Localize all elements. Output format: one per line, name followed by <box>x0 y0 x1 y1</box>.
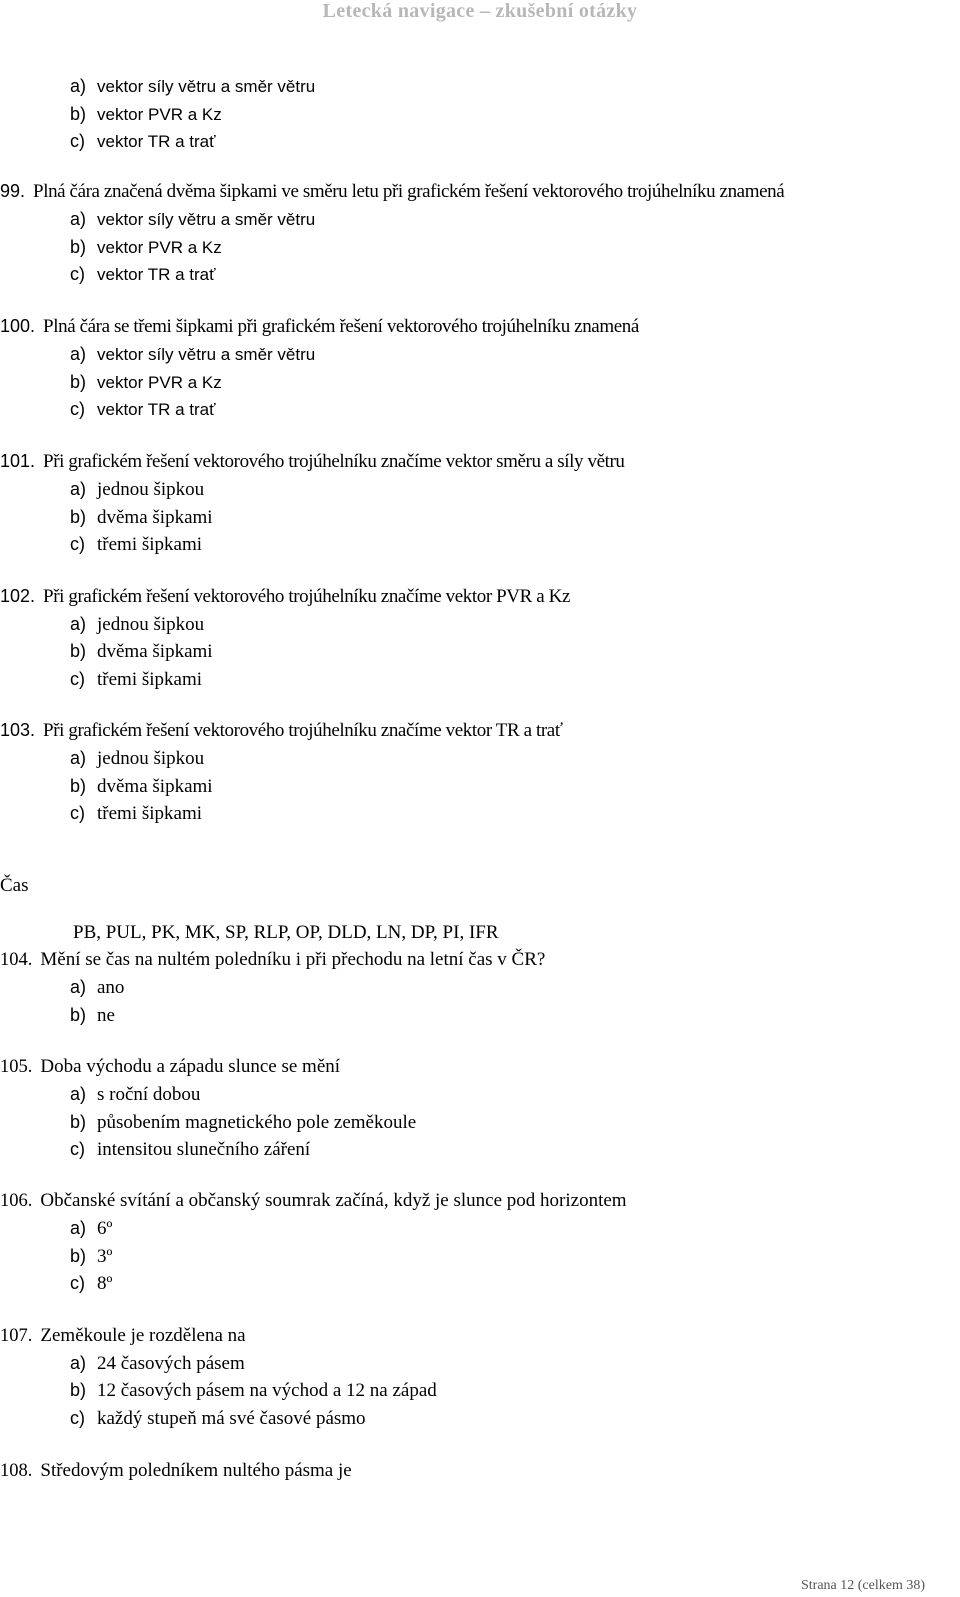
option-text: vektor síly větru a směr větru <box>97 77 316 96</box>
question-text: Středovým poledníkem nultého pásma je <box>40 1460 352 1481</box>
option-row <box>70 1408 366 1430</box>
option-label: a) <box>70 76 87 96</box>
option-label: c) <box>70 264 85 284</box>
option-text: s roční dobou <box>97 1084 201 1105</box>
option-label: a) <box>70 1353 87 1373</box>
question-row <box>0 451 625 473</box>
option-text: jednou šipkou <box>97 748 205 769</box>
option-row <box>70 1353 245 1375</box>
option-row <box>70 1218 112 1240</box>
question-text: Při grafickém řešení vektorového trojúhelníku značíme vektor PVR a Kz <box>43 586 570 607</box>
option-text: 6º <box>97 1218 113 1239</box>
question-number: 103. <box>0 720 36 740</box>
question-row <box>0 316 639 338</box>
option-row <box>70 372 222 393</box>
option-row <box>70 1246 112 1268</box>
question-row <box>0 181 784 203</box>
option-label: c) <box>70 131 85 151</box>
option-text: třemi šipkami <box>97 534 203 555</box>
question-number: 104. <box>0 950 33 970</box>
page-header: Letecká navigace – zkušební otázky <box>322 0 638 22</box>
option-row <box>70 344 315 365</box>
option-row <box>70 131 216 152</box>
option-label: b) <box>70 1246 87 1266</box>
question-text: Při grafickém řešení vektorového trojúhelníku značíme vektor směru a síly větru <box>43 451 625 472</box>
option-row <box>70 748 204 770</box>
option-row <box>70 1005 115 1027</box>
question-number: 101. <box>0 451 36 471</box>
option-label: c) <box>70 1273 85 1293</box>
question-text: Při grafickém řešení vektorového trojúhelníku značíme vektor TR a trať <box>43 720 563 741</box>
question-number: 99. <box>0 181 26 201</box>
option-label: c) <box>70 669 85 689</box>
question-row <box>0 1190 627 1212</box>
option-text: 24 časových pásem <box>97 1353 245 1374</box>
question-number: 105. <box>0 1057 33 1077</box>
option-text: každý stupeň má své časové pásmo <box>97 1408 366 1429</box>
option-label: a) <box>70 1218 87 1238</box>
option-row <box>70 1084 200 1106</box>
option-label: b) <box>70 507 87 527</box>
option-text: vektor síly větru a směr větru <box>97 210 316 229</box>
question-text: Plná čára se třemi šipkami při grafickém řešení vektorového trojúhelníku znamená <box>43 316 639 337</box>
option-row <box>70 479 204 501</box>
question-row <box>0 720 563 742</box>
option-label: b) <box>70 1380 87 1400</box>
section-title: Čas <box>0 875 29 896</box>
option-row <box>70 1380 437 1402</box>
option-label: c) <box>70 1139 85 1159</box>
option-label: b) <box>70 1112 87 1132</box>
option-row <box>70 803 202 825</box>
option-label: a) <box>70 748 87 768</box>
option-row <box>70 534 202 556</box>
question-row <box>0 1460 352 1482</box>
option-text: vektor TR a trať <box>97 132 216 151</box>
option-row <box>70 1273 112 1295</box>
option-label: c) <box>70 534 85 554</box>
option-row <box>70 209 315 230</box>
option-text: dvěma šipkami <box>97 507 213 528</box>
option-label: a) <box>70 209 87 229</box>
option-text: vektor PVR a Kz <box>97 105 222 124</box>
option-text: dvěma šipkami <box>97 776 213 797</box>
question-text: Mění se čas na nultém poledníku i při přechodu na letní čas v ČR? <box>40 949 546 970</box>
option-label: b) <box>70 1005 87 1025</box>
option-row <box>70 614 204 636</box>
option-text: vektor TR a trať <box>97 265 216 284</box>
option-row <box>70 104 222 125</box>
option-label: c) <box>70 1408 85 1428</box>
option-label: a) <box>70 977 87 997</box>
question-row <box>0 1325 246 1347</box>
option-text: ne <box>97 1005 115 1026</box>
question-text: Zeměkoule je rozdělena na <box>40 1325 246 1346</box>
question-row <box>0 949 545 971</box>
option-label: b) <box>70 372 87 392</box>
option-row <box>70 76 315 97</box>
question-text: Občanské svítání a občanský soumrak začíná, když je slunce pod horizontem <box>40 1190 627 1211</box>
option-text: působením magnetického pole zeměkoule <box>97 1112 417 1133</box>
option-label: a) <box>70 344 87 364</box>
option-label: c) <box>70 803 85 823</box>
option-row <box>70 1112 416 1134</box>
option-label: b) <box>70 776 87 796</box>
option-text: vektor TR a trať <box>97 400 216 419</box>
option-row <box>70 669 202 691</box>
option-row <box>70 264 216 285</box>
option-row <box>70 237 222 258</box>
option-label: b) <box>70 237 87 257</box>
option-label: a) <box>70 479 87 499</box>
option-text: ano <box>97 977 125 998</box>
question-number: 106. <box>0 1191 33 1211</box>
option-text: 3º <box>97 1246 113 1267</box>
question-number: 100. <box>0 316 36 336</box>
option-text: 12 časových pásem na východ a 12 na západ <box>97 1380 437 1401</box>
page-footer: Strana 12 (celkem 38) <box>800 1578 925 1593</box>
option-row <box>70 399 216 420</box>
question-number: 107. <box>0 1326 33 1346</box>
option-text: 8º <box>97 1273 113 1294</box>
option-text: třemi šipkami <box>97 803 203 824</box>
question-row <box>0 1056 340 1078</box>
option-text: třemi šipkami <box>97 669 203 690</box>
option-label: b) <box>70 641 87 661</box>
option-row <box>70 977 124 999</box>
question-row <box>0 586 570 608</box>
option-row <box>70 507 213 529</box>
option-row <box>70 776 213 798</box>
option-text: dvěma šipkami <box>97 641 213 662</box>
option-label: b) <box>70 104 87 124</box>
option-row <box>70 641 213 663</box>
option-text: jednou šipkou <box>97 479 205 500</box>
option-row <box>70 1139 310 1161</box>
question-number: 108. <box>0 1461 33 1481</box>
option-text: vektor PVR a Kz <box>97 238 222 257</box>
option-text: jednou šipkou <box>97 614 205 635</box>
question-text: Plná čára značená dvěma šipkami ve směru letu při grafickém řešení vektorového trojúhelníku znamená <box>33 181 785 202</box>
option-label: c) <box>70 399 85 419</box>
option-label: a) <box>70 1084 87 1104</box>
question-text: Doba východu a západu slunce se mění <box>40 1056 341 1077</box>
section-subtitle: PB, PUL, PK, MK, SP, RLP, OP, DLD, LN, DP, PI, IFR <box>73 922 499 943</box>
option-text: intensitou slunečního záření <box>97 1139 311 1160</box>
option-label: a) <box>70 614 87 634</box>
option-text: vektor síly větru a směr větru <box>97 345 316 364</box>
question-number: 102. <box>0 586 36 606</box>
option-text: vektor PVR a Kz <box>97 373 222 392</box>
